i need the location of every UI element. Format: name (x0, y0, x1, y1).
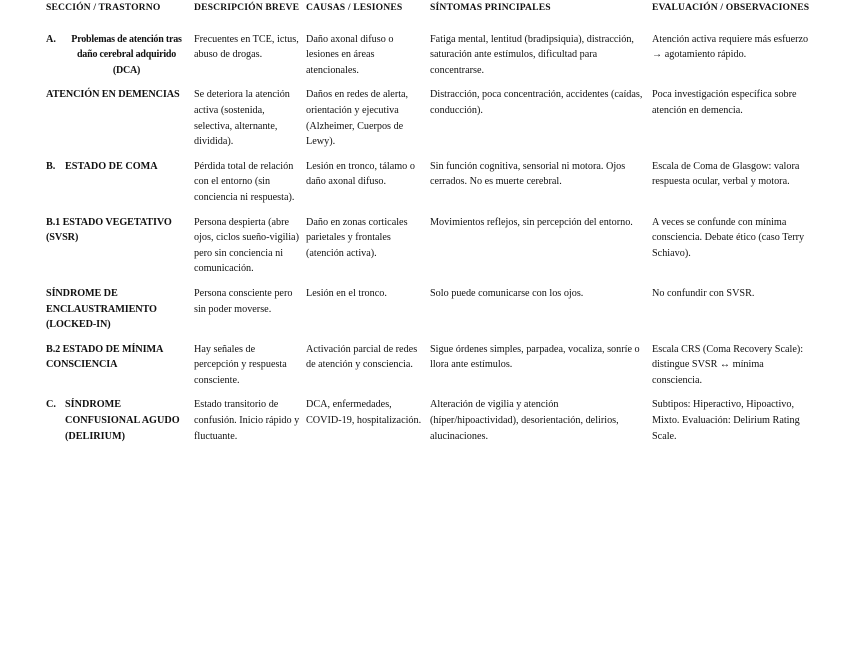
evaluation-cell: Escala CRS (Coma Recovery Scale): distingue SVSR ↔ mínima consciencia. (652, 343, 804, 386)
section-title: B.1 ESTADO VEGETATIVO (SVSR) (46, 216, 172, 244)
description-cell: Pérdida total de relación con el entorno (sin conciencia ni respuesta). (194, 160, 295, 203)
header-section: SECCIÓN / TRASTORNO (46, 2, 161, 13)
section-title: ATENCIÓN EN DEMENCIAS (46, 89, 180, 101)
section-title: SÍNDROME DE ENCLAUSTRAMIENTO (LOCKED-IN) (46, 287, 157, 331)
section-letter: C. (46, 399, 56, 411)
header-causes: CAUSAS / LESIONES (306, 2, 403, 13)
section-title: ESTADO DE COMA (65, 160, 158, 172)
symptoms-cell: Fatiga mental, lentitud (bradipsiquia), distracción, saturación ante estímulos, dificultad para concentrarse. (430, 33, 634, 76)
section-title: Problemas de atención tras daño cerebral adquirido (DCA) (71, 33, 182, 76)
description-cell: Persona despierta (abre ojos, ciclos sueño-vigilia) pero sin conciencia ni comunicación. (194, 216, 299, 275)
section-cell (44, 159, 192, 215)
header-symptoms: SÍNTOMAS PRINCIPALES (430, 2, 551, 13)
table-header-row (44, 0, 814, 32)
evaluation-cell: Atención activa requiere más esfuerzo → agotamiento rápido. (652, 33, 809, 61)
table-row (44, 215, 814, 286)
header-evaluation: EVALUACIÓN / OBSERVACIONES (652, 2, 810, 13)
section-title: SÍNDROME CONFUSIONAL AGUDO (DELIRIUM) (65, 399, 180, 442)
evaluation-cell: Subtipos: Hiperactivo, Hipoactivo, Mixto. Evaluación: Delirium Rating Scale. (652, 399, 800, 442)
symptoms-cell: Solo puede comunicarse con los ojos. (430, 287, 584, 299)
symptoms-cell: Sin función cognitiva, sensorial ni motora. Ojos cerrados. No es muerte cerebral. (430, 160, 626, 188)
table-row (44, 32, 814, 88)
section-letter: A. (46, 33, 56, 45)
document-page (44, 0, 814, 453)
table-row (44, 87, 814, 158)
section-cell (44, 87, 192, 158)
summary-table (44, 0, 814, 453)
description-cell: Persona consciente pero sin poder moverse. (194, 287, 293, 315)
symptoms-cell: Distracción, poca concentración, accidentes (caídas, conducción). (430, 89, 643, 116)
section-cell (44, 286, 192, 342)
evaluation-cell: Escala de Coma de Glasgow: valora respuesta ocular, verbal y motora. (652, 160, 800, 188)
description-cell: Estado transitorio de confusión. Inicio rápido y fluctuante. (194, 399, 300, 442)
evaluation-cell: A veces se confunde con mínima consciencia. Debate ético (caso Terry Schiavo). (652, 216, 805, 259)
causes-cell: Daño en zonas corticales parietales y frontales (atención activa). (306, 216, 408, 259)
table-row (44, 159, 814, 215)
symptoms-cell: Movimientos reflejos, sin percepción del entorno. (430, 216, 633, 228)
section-letter: B. (46, 160, 56, 172)
evaluation-cell: No confundir con SVSR. (652, 287, 755, 299)
causes-cell: DCA, enfermedades, COVID-19, hospitalización. (306, 399, 422, 427)
description-cell: Hay señales de percepción y respuesta consciente. (194, 343, 287, 386)
header-description: DESCRIPCIÓN BREVE (194, 2, 300, 13)
section-cell (44, 215, 192, 286)
causes-cell: Lesión en el tronco. (306, 287, 387, 299)
causes-cell: Daños en redes de alerta, orientación y ejecutiva (Alzheimer, Cuerpos de Lewy). (306, 89, 409, 148)
table-row (44, 286, 814, 342)
description-cell: Frecuentes en TCE, ictus, abuso de drogas. (194, 33, 299, 61)
table-row (44, 397, 814, 453)
section-cell (44, 342, 192, 398)
section-title: B.2 ESTADO DE MÍNIMA CONSCIENCIA (46, 343, 163, 371)
symptoms-cell: Alteración de vigilia y atención (híper/hipoactividad), desorientación, delirios, alucinaciones. (430, 399, 619, 442)
section-cell (44, 32, 192, 88)
evaluation-cell: Poca investigación específica sobre atención en demencia. (652, 89, 797, 116)
symptoms-cell: Sigue órdenes simples, parpadea, vocaliza, sonríe o llora ante estímulos. (430, 343, 640, 371)
causes-cell: Activación parcial de redes de atención y consciencia. (306, 343, 418, 371)
causes-cell: Lesión en tronco, tálamo o daño axonal difuso. (306, 160, 415, 188)
description-cell: Se deteriora la atención activa (sostenida, selectiva, alternante, dividida). (194, 89, 290, 148)
section-cell (44, 397, 192, 453)
table-row (44, 342, 814, 398)
causes-cell: Daño axonal difuso o lesiones en áreas atencionales. (306, 33, 394, 76)
